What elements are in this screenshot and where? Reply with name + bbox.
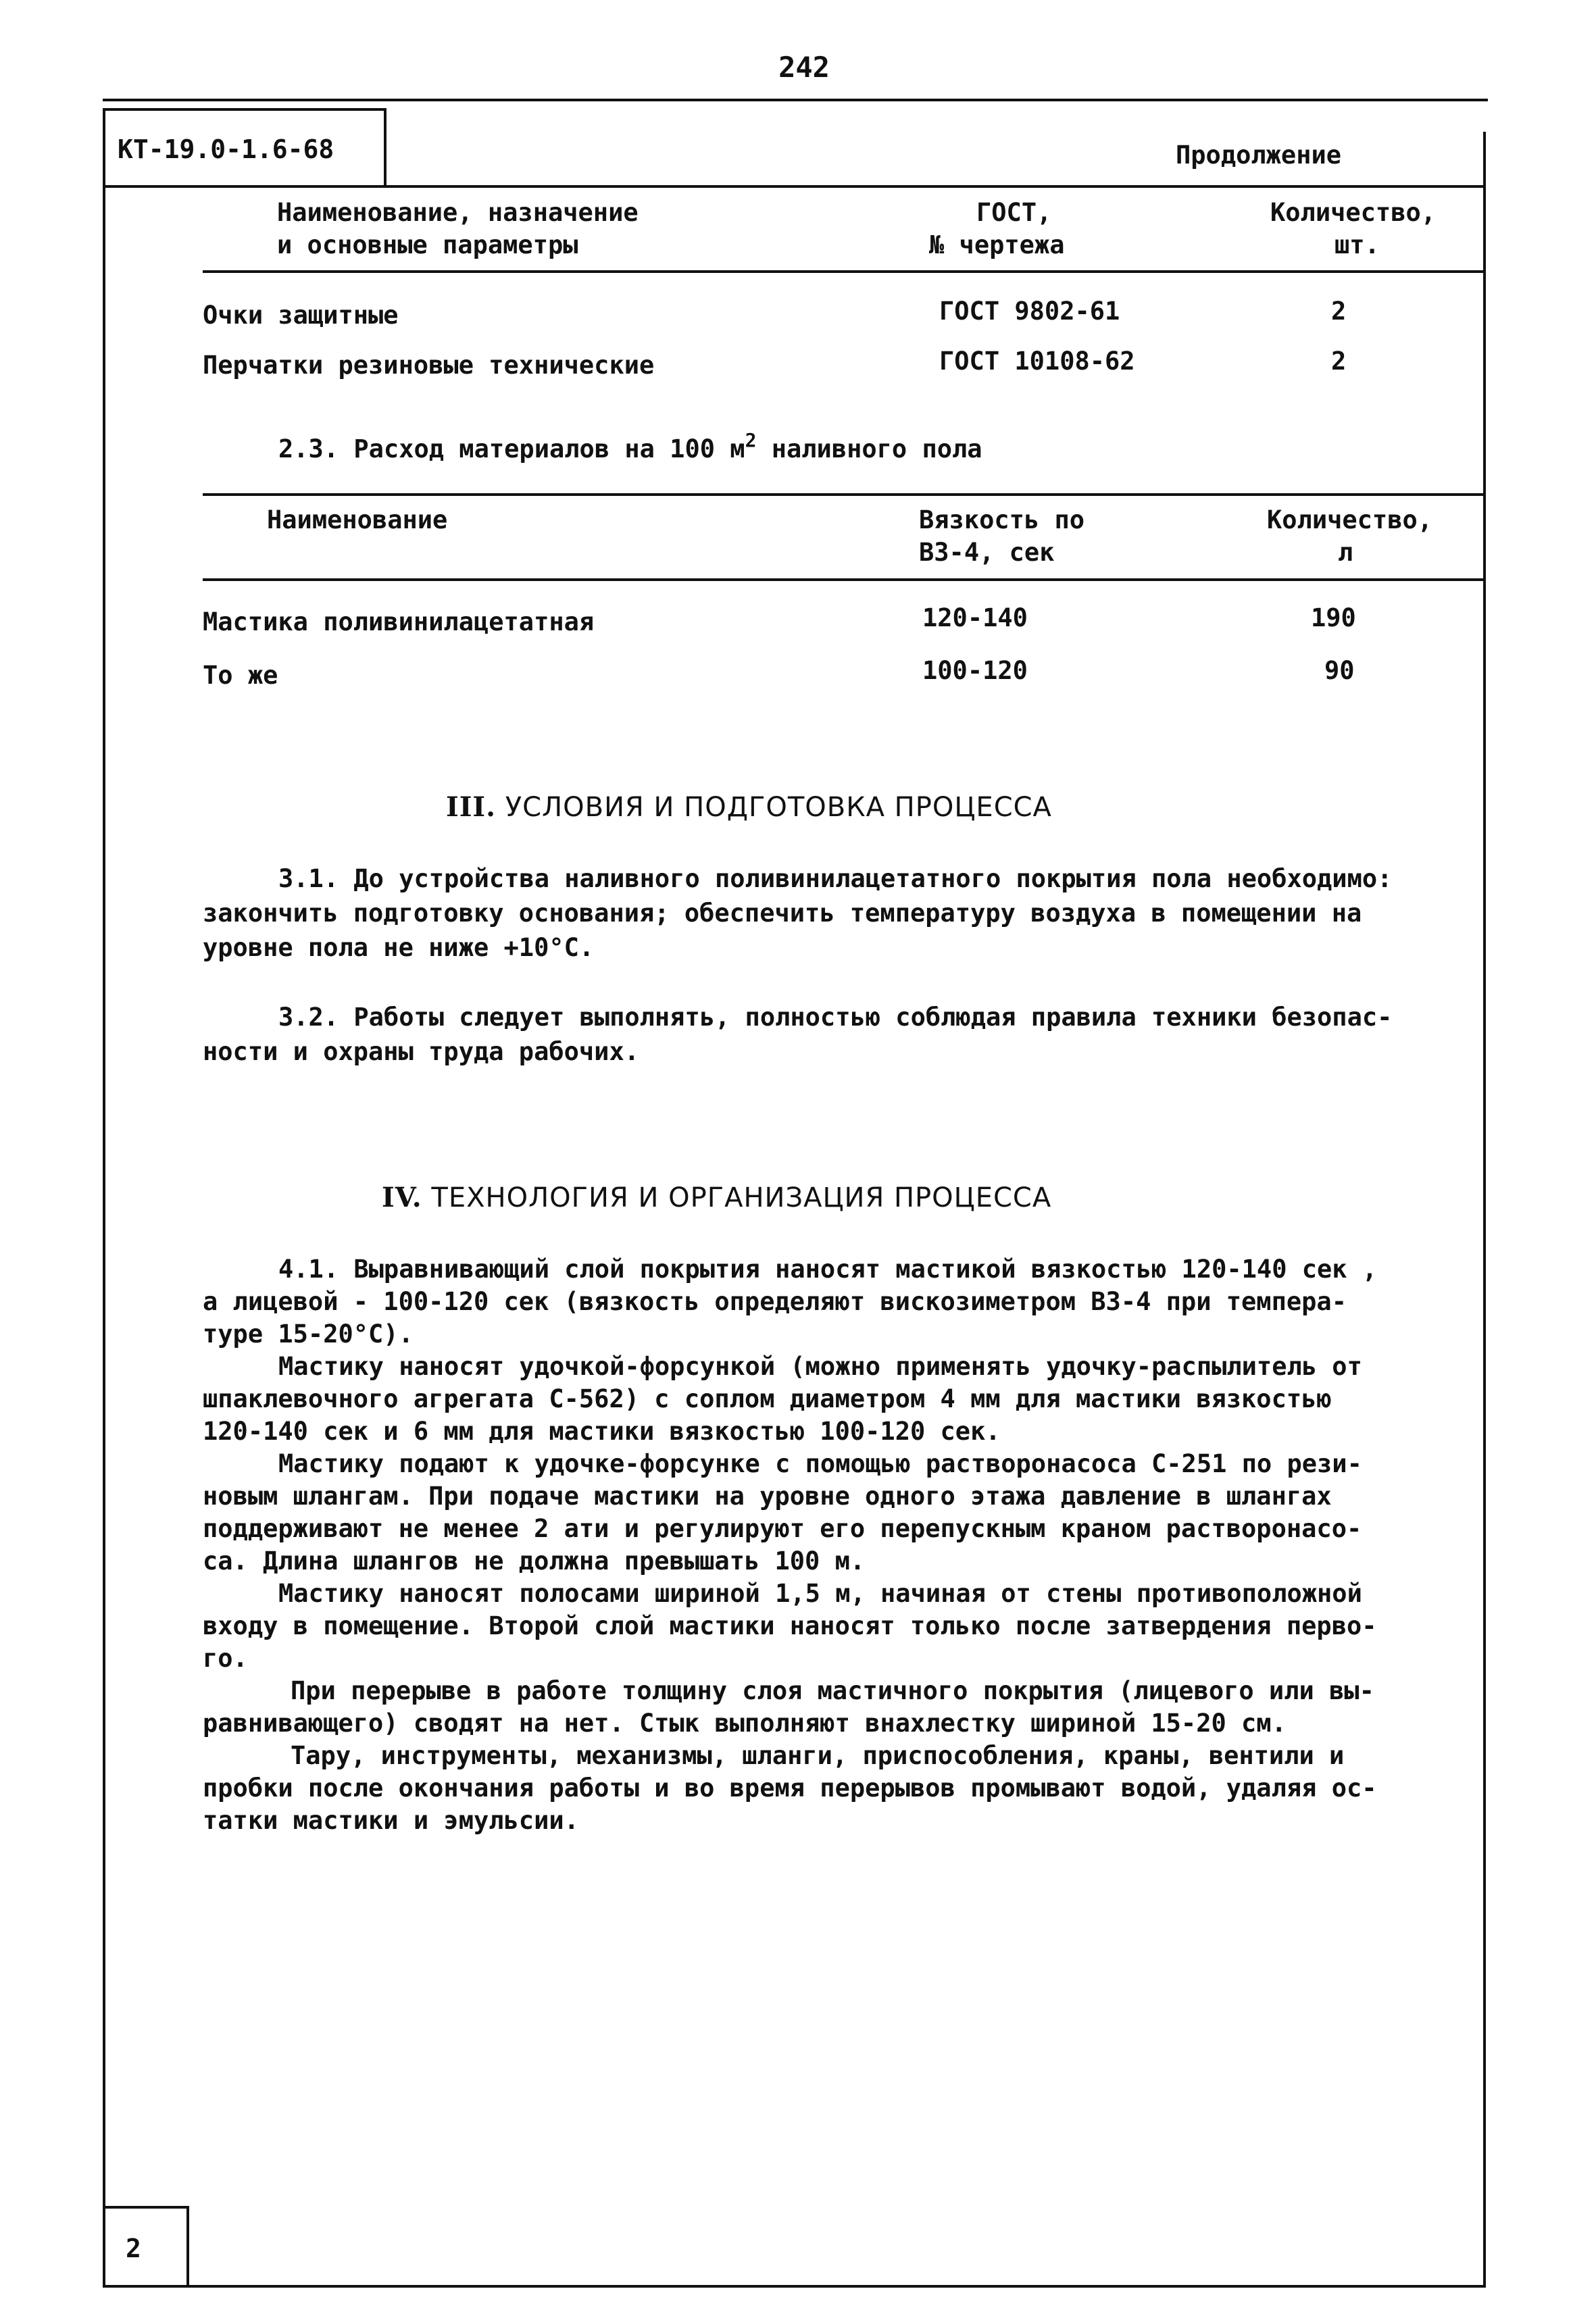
section-4-line-4: Мастику наносят удочкой-форсункой (можно применять удочку-распылитель от bbox=[278, 1352, 1362, 1381]
table2-header-qty-2: л bbox=[1338, 538, 1353, 567]
table1-header-name-2: и основные параметры bbox=[277, 230, 578, 259]
section-4-line-8: новым шлангам. При подаче мастики на уровне одного этажа давление в шлангах bbox=[203, 1482, 1332, 1511]
section-3-p1-line-2: закончить подготовку основания; обеспечить температуру воздуха в помещении на bbox=[203, 899, 1362, 928]
section-4-line-6: 120-140 сек и 6 мм для мастики вязкостью 100-120 сек. bbox=[203, 1417, 1001, 1446]
table1-header-qty-2: шт. bbox=[1335, 230, 1380, 259]
section-4-body bbox=[203, 1253, 1487, 1837]
section-3-p1-line-1: 3.1. До устройства наливного поливинилацетатного покрытия пола необходимо: bbox=[278, 864, 1393, 893]
section-4-line-16: Тару, инструменты, механизмы, шланги, приспособления, краны, вентили и bbox=[291, 1741, 1345, 1770]
table2-row1-qty: 190 bbox=[1311, 603, 1356, 632]
section-4-heading bbox=[382, 1181, 1051, 1215]
section-2-3-text: 2.3. Расход материалов на 100 м bbox=[278, 434, 745, 463]
doc-code: КТ-19.0-1.6-68 bbox=[118, 134, 334, 164]
section-4-line-15: равнивающего) сводят на нет. Стык выполняют внахлестку шириной 15-20 см. bbox=[203, 1709, 1287, 1738]
table1-row1-gost: ГОСТ 9802-61 bbox=[939, 297, 1120, 326]
table2-top-rule bbox=[203, 493, 1483, 496]
frame-top-line bbox=[103, 99, 1488, 101]
section-4-line-17: пробки после окончания работы и во время перерывов промывают водой, удаляя ос- bbox=[203, 1774, 1377, 1803]
table1-row1-name: Очки защитные bbox=[203, 301, 399, 330]
table2-header-rule bbox=[203, 578, 1483, 581]
table1-header-name-1: Наименование, назначение bbox=[277, 198, 639, 227]
sheet-number-box bbox=[103, 2206, 189, 2288]
table2-header-name: Наименование bbox=[267, 505, 448, 534]
section-3-paragraph-2 bbox=[203, 1000, 1473, 1069]
section-3-p2-line-2: ности и охраны труда рабочих. bbox=[203, 1037, 640, 1066]
table2-header-visc-2: В3-4, сек bbox=[919, 538, 1055, 567]
section-2-3-title bbox=[278, 429, 982, 466]
table1-header-qty-1: Количество, bbox=[1270, 198, 1437, 227]
section-4-line-1: 4.1. Выравнивающий слой покрытия наносят мастикой вязкостью 120-140 сек , bbox=[278, 1255, 1378, 1284]
table2-header-visc-1: Вязкость по bbox=[919, 505, 1085, 534]
table2-row2-name: То же bbox=[203, 661, 278, 690]
section-3-heading bbox=[446, 790, 1052, 824]
table1-row1-qty: 2 bbox=[1331, 297, 1347, 326]
section-4-line-2: а лицевой - 100-120 сек (вязкость определяют вискозиметром В3-4 при темпера- bbox=[203, 1287, 1347, 1316]
page-number: 242 bbox=[778, 51, 830, 84]
doc-code-box bbox=[103, 108, 386, 188]
table1-row2-gost: ГОСТ 10108-62 bbox=[939, 347, 1135, 376]
table2-row2-qty: 90 bbox=[1324, 656, 1355, 685]
section-4-line-13: го. bbox=[203, 1644, 248, 1673]
continuation-label: Продолжение bbox=[1176, 141, 1342, 170]
section-3-p2-line-1: 3.2. Работы следует выполнять, полностью соблюдая правила техники безопас- bbox=[278, 1003, 1393, 1032]
section-4-line-9: поддерживают не менее 2 ати и регулируют его перепускным краном растворонасо- bbox=[203, 1514, 1362, 1543]
section-4-line-12: входу в помещение. Второй слой мастики наносят только после затвердения перво- bbox=[203, 1611, 1377, 1640]
section-2-3-text-after: наливного пола bbox=[771, 434, 982, 463]
sheet-number: 2 bbox=[126, 2234, 141, 2263]
section-2-3-superscript: 2 bbox=[745, 429, 757, 451]
table1-row2-name: Перчатки резиновые технические bbox=[203, 351, 655, 380]
section-4-line-10: са. Длина шлангов не должна превышать 100 м. bbox=[203, 1546, 866, 1576]
section-4-heading-text: ТЕХНОЛОГИЯ И ОРГАНИЗАЦИЯ ПРОЦЕССА bbox=[431, 1182, 1052, 1213]
section-4-heading-num: IV. bbox=[382, 1182, 422, 1213]
frame-right-line bbox=[1483, 132, 1486, 2287]
section-4-line-3: туре 15-20°С). bbox=[203, 1319, 414, 1349]
section-4-line-18: татки мастики и эмульсии. bbox=[203, 1806, 579, 1835]
table2-row1-visc: 120-140 bbox=[922, 603, 1028, 632]
table1-top-rule bbox=[386, 185, 1486, 188]
section-3-heading-text: УСЛОВИЯ И ПОДГОТОВКА ПРОЦЕССА bbox=[505, 792, 1052, 823]
table1-header-gost-1: ГОСТ, bbox=[976, 198, 1052, 227]
table1-header-gost-2: № чертежа bbox=[929, 230, 1065, 259]
table1-header-rule bbox=[203, 270, 1483, 273]
section-3-heading-num: III. bbox=[446, 791, 497, 823]
section-3-p1-line-3: уровне пола не ниже +10°С. bbox=[203, 933, 595, 962]
section-4-line-5: шпаклевочного агрегата С-562) с соплом диаметром 4 мм для мастики вязкостью bbox=[203, 1384, 1332, 1413]
section-4-line-11: Мастику наносят полосами шириной 1,5 м, начиная от стены противоположной bbox=[278, 1579, 1362, 1608]
section-4-line-14: При перерыве в работе толщину слоя мастичного покрытия (лицевого или вы- bbox=[291, 1676, 1374, 1705]
table1-row2-qty: 2 bbox=[1331, 347, 1347, 376]
frame-left-line bbox=[103, 108, 105, 2287]
section-4-line-7: Мастику подают к удочке-форсунке с помощью растворонасоса С-251 по рези- bbox=[278, 1449, 1362, 1478]
section-3-paragraph-1 bbox=[203, 861, 1473, 965]
frame-bottom-line bbox=[103, 2285, 1486, 2288]
table2-row1-name: Мастика поливинилацетатная bbox=[203, 607, 595, 636]
table2-header-qty-1: Количество, bbox=[1267, 505, 1433, 534]
table2-row2-visc: 100-120 bbox=[922, 656, 1028, 685]
